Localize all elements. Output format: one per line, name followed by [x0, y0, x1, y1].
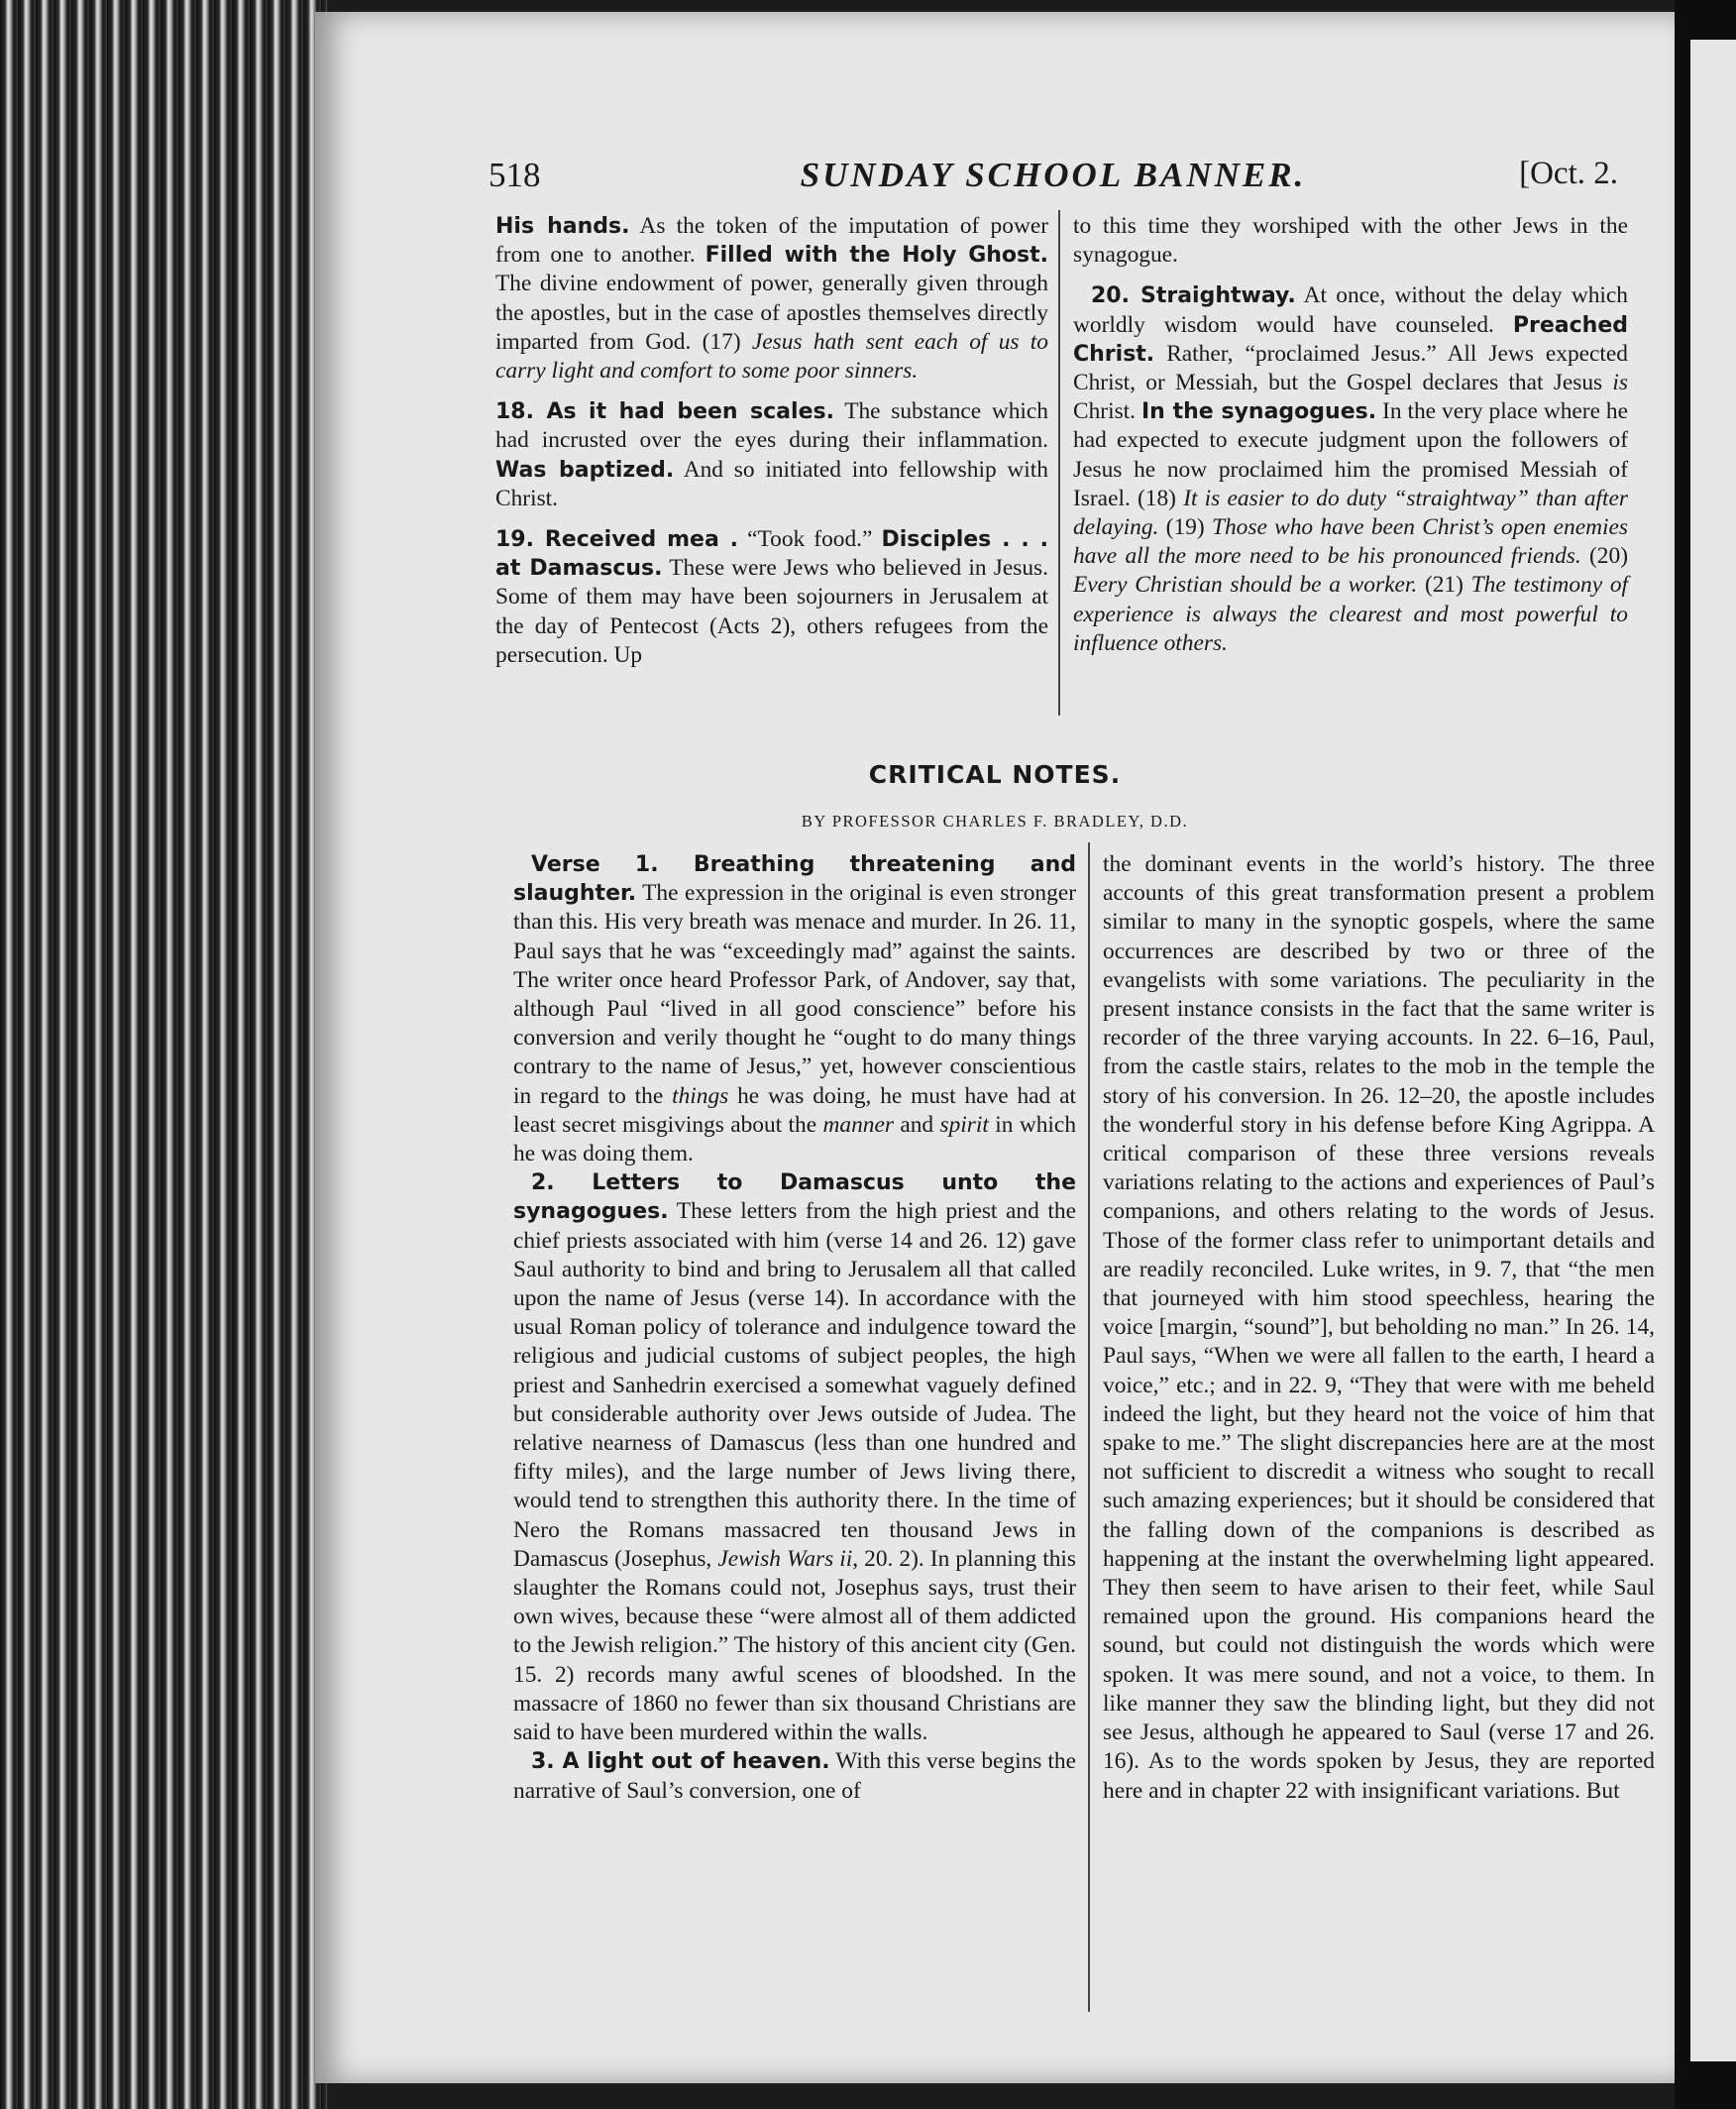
book-page: [315, 12, 1675, 2083]
note-text: These letters from the high priest and the chief priests associated with him (verse 14 and 26. 12) gave Saul authority to bind and bring to Jerusalem all that called upon the name of Jesus (verse 14). In accordance with the usual Roman policy of tolerance and indulgence toward the religious and judicial customs of subject peoples, the high priest and Sanhedrin exercised a somewhat vaguely defined but considerable authority over Jews outside of Judea. The relative nearness of Damascus (less than one hundred and fifty miles), and the large number of Jews living there, would tend to strengthen this authority there. In the time of Nero the Romans massacred ten thousand Jews in Damascus (Josephus,: [513, 1198, 1076, 1572]
note-text: With this verse begins the narrative of Saul’s conversion, one of: [513, 1748, 1076, 1804]
note-heading: 2. Letters to Damascus unto the synagogues.: [513, 1170, 1076, 1225]
upper-right-column: [1073, 212, 1628, 658]
note-text: Rather, “proclaimed Jesus.” All Jews expected Christ, or Messiah, but the Gospel declares that Jesus: [1073, 340, 1628, 396]
note-text: “Took food.”: [738, 526, 882, 553]
note-heading: 18. As it had been scales.: [495, 399, 834, 425]
periodical-title: SUNDAY SCHOOL BANNER.: [800, 156, 1307, 194]
upper-left-column: [495, 212, 1048, 670]
paragraph: [513, 1747, 1076, 1805]
paragraph: [1073, 281, 1628, 658]
section-byline: BY PROFESSOR CHARLES F. BRADLEY, D.D.: [801, 812, 1189, 831]
next-page-sliver: [1690, 40, 1736, 2061]
note-heading: Was baptized.: [495, 457, 675, 483]
column-divider: [1088, 842, 1090, 2012]
note-text: And so initiated into fellowship with Christ.: [495, 456, 1048, 511]
column-divider: [1058, 210, 1060, 716]
note-text: and: [893, 1111, 940, 1138]
note-text: , 20. 2). In planning this slaughter the Romans could not, Josephus says, trust their own wives, because these “were almost all of them addicted to the Jewish religion.” The history of this ancient city (Gen. 15. 2) records many awful scenes of bloodshed. In the massacre of 1860 no fewer than six thousand Christians are said to have been murdered within the walls.: [513, 1545, 1077, 1746]
note-heading: 19. Received mea: [495, 527, 719, 553]
note-emphasis: things: [672, 1082, 729, 1109]
note-heading: Verse 1. Breathing threatening and slaughter.: [513, 852, 1076, 907]
running-header: [488, 156, 1618, 203]
note-heading: .: [718, 527, 739, 553]
note-citation: Jewish Wars ii: [717, 1545, 853, 1572]
lower-left-column: [513, 850, 1076, 1806]
paragraph: [1073, 212, 1628, 270]
note-lesson: Every Christian should be a worker.: [1073, 572, 1418, 599]
section-title: CRITICAL NOTES.: [868, 760, 1122, 789]
note-lesson: Jesus hath sent each of us to carry light and comfort to some poor sinners.: [495, 328, 1049, 385]
note-text: he was doing, he must have had at least secret misgivings about the: [513, 1082, 1076, 1138]
note-text: In the very place where he had expected to execute judgment upon the followers of Jesus he now proclaimed him the promised Messiah of Israel. (18): [1073, 398, 1628, 511]
note-text: At once, without the delay which worldly wisdom would have counseled.: [1073, 282, 1628, 338]
note-heading: 20. Straightway.: [1091, 283, 1296, 309]
next-page-edge: [1675, 0, 1736, 2109]
note-emphasis: is: [1612, 370, 1628, 396]
note-lesson: Those who have been Christ’s open enemies have all the more need to be his pronounced friends.: [1073, 514, 1628, 570]
issue-date: [Oct. 2.: [1519, 156, 1618, 191]
note-text: As the token of the imputation of power from one to another.: [495, 213, 1049, 269]
note-text: in which he was doing them.: [513, 1111, 1077, 1167]
lower-right-column: [1103, 850, 1655, 1806]
paragraph: [495, 212, 1048, 386]
paragraph: [1103, 850, 1655, 1806]
note-text: These were Jews who believed in Jesus. Some of them may have been sojourners in Jerusalem at the day of Pentecost (Acts 2), others refugees from the persecution. Up: [495, 555, 1048, 668]
note-heading: 3. A light out of heaven.: [531, 1749, 830, 1775]
paragraph: [495, 397, 1048, 513]
paragraph: [513, 850, 1076, 1168]
paragraph: [513, 1168, 1076, 1747]
note-heading: Filled with the Holy Ghost.: [705, 243, 1048, 269]
paragraph: [495, 525, 1048, 670]
note-heading: His hands.: [495, 214, 630, 239]
note-lesson: It is easier to do duty “straightway” than after delaying.: [1073, 485, 1628, 541]
note-text: (21): [1417, 572, 1471, 599]
note-text: the dominant events in the world’s history. The three accounts of this great transformation present a problem similar to many in the synoptic gospels, where the same occurrences are described by two or three of the evangelists with some variations. The peculiarity in the present instance consists in the fact that the same writer is recorder of the three varying accounts. In 22. 6–16, Paul, from the castle stairs, relates to the mob in the temple the story of his conversion. In 26. 12–20, the apostle includes the wonderful story in his defense before King Agrippa. A critical comparison of these three versions reveals variations relating to the actions and experiences of Paul’s companions, and others relating to the words of Jesus. Those of the former class refer to unimportant details and are readily reconciled. Luke writes, in 9. 7, that “the men that journeyed with him stood speechless, hearing the voice [margin, “sound”], but beholding no man.” In 26. 14, Paul says, “When we were all fallen to the earth, I heard a voice,” etc.; and in 22. 9, “They that were with me beheld indeed the light, but they heard not the voice of him that spake to me.” The slight discrepancies here are at the most not sufficient to discredit a witness who sought to recall such amazing experiences; but it should be considered that the falling down of the companions is described as happening at the instant the overwhelming light appeared. They then seem to have arisen to their feet, while Saul remained upon the ground. His companions heard the sound, but could not distinguish the words which were spoken. It was mere sound, and not a voice, to them. In like manner they saw the blinding light, but they did not see Jesus, although he appeared to Saul (verse 17 and 26. 16). As to the words spoken by Jesus, they are reported here and in chapter 22 with insignificant variations. But: [1103, 851, 1655, 1804]
note-text: The divine endowment of power, generally given through the apostles, but in the case of apostles themselves directly imparted from God. (17): [495, 271, 1048, 355]
note-text: The expression in the original is even stronger than this. His very breath was menace and murder. In 26. 11, Paul says that he was “exceedingly mad” against the saints. The writer once heard Professor Park, of Andover, say that, although Paul “lived in all good conscience” before his conversion and verily thought he “ought to do many things contrary to the name of Jesus,” yet, however conscientious in regard to the: [513, 880, 1076, 1109]
note-heading: Preached Christ.: [1073, 312, 1628, 367]
note-heading: In the synagogues.: [1141, 399, 1377, 425]
note-heading: Disciples . . . at Damascus.: [495, 527, 1048, 582]
page-number: 518: [488, 156, 541, 194]
book-page-edges: [0, 0, 327, 2109]
note-text: (20): [1580, 543, 1628, 570]
note-text: (19): [1158, 514, 1212, 541]
note-emphasis: manner: [822, 1111, 894, 1138]
note-lesson: The testimony of experience is always the clearest and most powerful to influence others.: [1073, 572, 1629, 656]
note-text: to this time they worshiped with the other Jews in the synagogue.: [1073, 213, 1628, 269]
note-text: Christ.: [1073, 398, 1141, 425]
note-text: The substance which had incrusted over the eyes during their inflammation.: [495, 398, 1048, 454]
note-emphasis: spirit: [939, 1111, 989, 1138]
